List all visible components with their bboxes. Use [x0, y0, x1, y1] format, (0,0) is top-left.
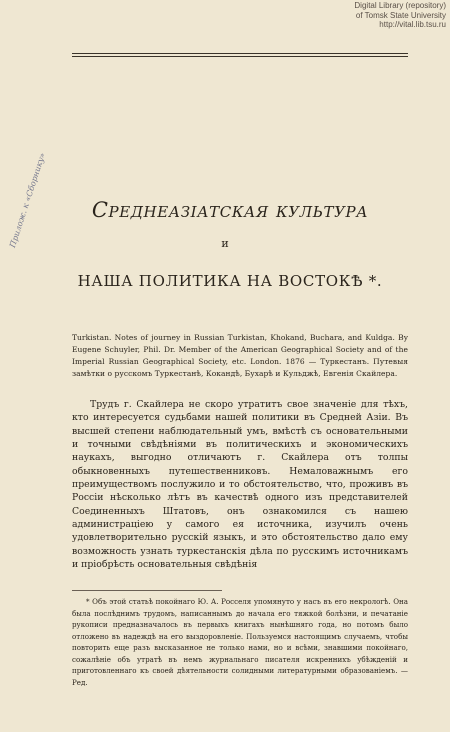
article-subtitle: НАША ПОЛИТИКА НА ВОСТОКѢ *. [77, 272, 383, 290]
header-rule-thick [72, 53, 408, 54]
footnote [72, 596, 408, 688]
body-paragraph: Трудъ г. Скайлера не скоро утратитъ свое значеніе для тѣхъ, кто интересуется судьбами нашей политики въ Средней Азіи. Въ высшей степени наблюдательный умъ, вмѣстѣ съ основательными и точными свѣдѣніями въ политическихъ и экономическихъ наукахъ, выгодно отличаютъ г. Скайлера отъ толпы обыкновенныхъ путешественниковъ. Немаловажнымъ его преимуществомъ послужило и то обстоятельство, что, проживъ въ Россіи нѣсколько лѣтъ въ качествѣ одного изъ представителей Соединенныхъ Штатовъ, онъ ознакомился съ нашею администраціею у самого ея источника, изучилъ очень удовлетворительно русскій языкъ, и это обстоятельство дало ему возможность узнать туркестанскія дѣла по русскимъ источникамъ и пріобрѣсть основательныя свѣдѣнія [72, 399, 408, 571]
watermark-line-3: http://vital.lib.tsu.ru [379, 20, 446, 29]
watermark-line-2: of Tomsk State University [355, 10, 446, 20]
footnote-text: * Объ этой статьѣ покойнаго Ю. А. Росселя упомянуто у насъ въ его некрологѣ. Она была послѣднимъ трудомъ, написаннымъ до начала его тяжкой болѣзни, и печатаніе рукописи предназначалось въ первыхъ книгахъ нынѣшняго года, но потомъ было отложено въ надеждѣ на его выздоровленіе. Пользуемся настоящимъ случаемъ, чтобы повторить еще разъ высказанное не только нами, но и всѣми, знавшими покойнаго, сожалѣніе объ утратѣ въ немъ журнальнаго писателя искреннихъ убѣжденій и приготовленнаго къ своей дѣятельности солидными литературными образованіемъ. — Ред. [72, 597, 408, 687]
footnote-divider [72, 590, 222, 591]
bibliographic-reference: Turkistan. Notes of journey in Russian Turkistan, Khokand, Buchara, and Kuldga. By Eugene Schuyler, Phil. Dr. Member of the American Geographical Society and of the Imperial Russian Geographical Society, etc. London. 1876 — Туркестанъ. Путевыя замѣтки о русскомъ Туркестанѣ, Кокандѣ, Бухарѣ и Кульджѣ, Евгенія Скайлера. [72, 333, 408, 378]
article-title: Среднеазіатская культура [91, 198, 369, 222]
header-rule-thin [72, 56, 408, 57]
title-conjunction: и [221, 237, 229, 250]
handwritten-margin-note: Прилож. к «Сборнику» [8, 151, 48, 249]
library-watermark [354, 1, 446, 30]
article-body [72, 398, 408, 571]
watermark-line-1: Digital Library (repository) [354, 1, 446, 10]
